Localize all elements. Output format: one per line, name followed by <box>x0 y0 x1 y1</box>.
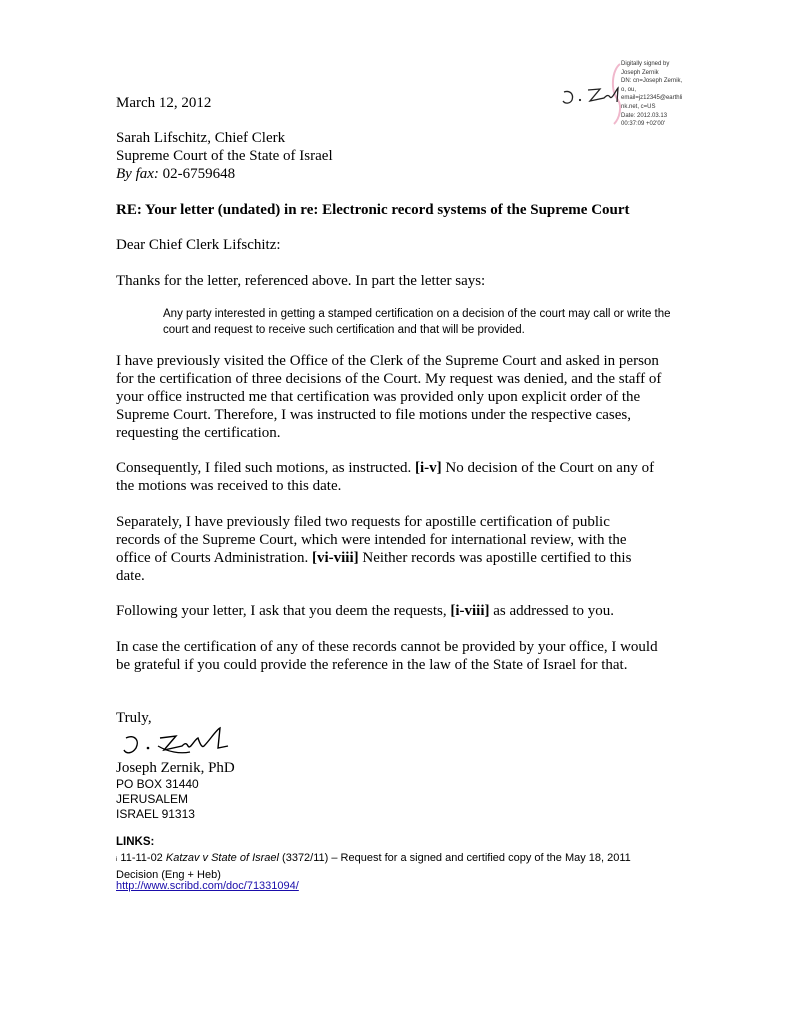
reference-i-v: [i-v] <box>414 460 442 476</box>
quoted-text: Any party interested in getting a stamped certification on a decision of the court may call or write the court and request to receive such certification and that will be provided. <box>163 308 671 336</box>
closing: Truly, <box>116 710 152 726</box>
signature-line: DN: cn=Joseph Zernik, <box>621 78 683 85</box>
address-line: JERUSALEM <box>116 792 189 806</box>
signature-line: email=jz12345@earthli <box>621 95 683 102</box>
signature-line: Digitally signed by <box>621 61 670 67</box>
paragraph-4-text: Following your letter, I ask that you deem the requests, <box>116 603 451 619</box>
signature-line: 00:37:09 +02'00' <box>621 121 666 128</box>
paragraph-3-text: Separately, I have previously filed two requests for apostille certification of public records of the Supreme Court, which were intended for international review, with the office of Courts Administration. <box>116 514 627 566</box>
paragraph-4-text-end: as addressed to you. <box>489 603 615 619</box>
reference-vi-viii: [vi-viii] <box>311 550 359 566</box>
link-entry <box>116 851 676 883</box>
scribd-link[interactable]: http://www.scribd.com/doc/71331094/ <box>116 880 299 892</box>
paragraph-3 <box>116 513 656 585</box>
paragraph-2 <box>116 459 666 495</box>
paragraph-1: I have previously visited the Office of the Clerk of the Supreme Court and asked in person for the certification of three decisions of the Court. My request was denied, and the staff of your office instructed me that certification was provided only upon explicit order of the Supreme Court. Therefore, I was instructed to file motions under the respective cases, requesting the certification. <box>116 353 662 441</box>
letter-date: March 12, 2012 <box>116 95 212 111</box>
recipient-name: Sarah Lifschitz, Chief Clerk <box>116 130 286 146</box>
signature-line: o, ou, <box>621 86 637 93</box>
address-line: PO BOX 31440 <box>116 777 199 791</box>
signer-name: Joseph Zernik, PhD <box>116 760 235 776</box>
signature-line: Date: 2012.03.13 <box>621 112 668 119</box>
reference-i-viii: [i-viii] <box>450 603 490 619</box>
recipient-org: Supreme Court of the State of Israel <box>116 148 333 164</box>
subject-line: RE: Your letter (undated) in re: Electronic record systems of the Supreme Court <box>116 202 630 218</box>
salutation: Dear Chief Clerk Lifschitz: <box>116 237 281 253</box>
link-description: (3372/11) – Request for a signed and certified copy of the May 18, 2011 Decision (Eng + Heb) <box>116 852 631 881</box>
fax-number: 02-6759648 <box>158 166 236 182</box>
case-name: Katzav v State of Israel <box>165 852 279 864</box>
links-heading: LINKS: <box>116 836 155 848</box>
paragraph-4 <box>116 602 676 620</box>
footnote-marker: i <box>116 857 118 863</box>
paragraph-2-text-end: No decision of the Court on any of the motions was received to this date. <box>116 460 655 494</box>
fax-label: By fax: <box>116 166 159 182</box>
link-prefix: 11-11-02 <box>117 852 166 864</box>
address-line: ISRAEL 91313 <box>116 807 195 821</box>
signature-line: nk.net, c=US <box>621 103 656 110</box>
recipient-fax <box>116 165 676 183</box>
paragraph-3-text-end: Neither records was apostille certified to this date. <box>116 550 632 584</box>
signature-line: Joseph Zernik <box>621 69 659 76</box>
handwritten-signature <box>120 726 230 758</box>
intro-paragraph: Thanks for the letter, referenced above. In part the letter says: <box>116 273 486 289</box>
paragraph-5: In case the certification of any of these records cannot be provided by your office, I would be grateful if you could provide the reference in the law of the State of Israel for that. <box>116 639 658 673</box>
paragraph-2-text: Consequently, I filed such motions, as instructed. <box>116 460 415 476</box>
